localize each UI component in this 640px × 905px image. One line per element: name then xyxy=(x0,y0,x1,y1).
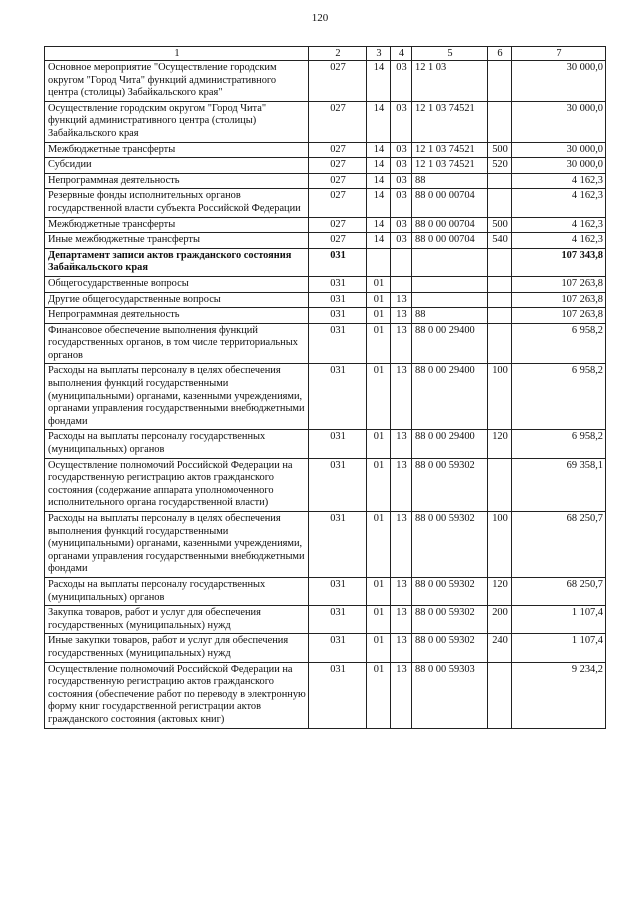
amount: 30 000,0 xyxy=(512,142,606,158)
row-name: Резервные фонды исполнительных органов государственной власти субъекта Российской Федерации xyxy=(45,189,309,217)
subsection-code: 13 xyxy=(391,308,412,324)
section-code: 01 xyxy=(367,634,391,662)
section-code: 01 xyxy=(367,323,391,364)
section-code: 14 xyxy=(367,142,391,158)
grbs-code: 027 xyxy=(309,173,367,189)
subsection-code: 13 xyxy=(391,323,412,364)
amount: 30 000,0 xyxy=(512,101,606,142)
subsection-code: 13 xyxy=(391,662,412,728)
section-code: 01 xyxy=(367,458,391,511)
table-row xyxy=(45,248,606,276)
section-code: 01 xyxy=(367,662,391,728)
amount: 4 162,3 xyxy=(512,217,606,233)
row-name: Расходы на выплаты персоналу государственных (муниципальных) органов xyxy=(45,430,309,458)
amount: 30 000,0 xyxy=(512,158,606,174)
target-article-code: 88 0 00 59302 xyxy=(412,577,488,605)
target-article-code xyxy=(412,248,488,276)
subsection-code: 13 xyxy=(391,577,412,605)
amount: 9 234,2 xyxy=(512,662,606,728)
expense-type-code xyxy=(488,173,512,189)
table-row xyxy=(45,142,606,158)
table-row xyxy=(45,458,606,511)
grbs-code: 031 xyxy=(309,308,367,324)
row-name: Осуществление полномочий Российской Федерации на государственную регистрацию актов гражданского состояния (содержание аппарата уполномоченного исполнительного органа государственной власти) xyxy=(45,458,309,511)
subsection-code: 03 xyxy=(391,217,412,233)
header-cell: 6 xyxy=(488,47,512,61)
target-article-code: 88 0 00 59302 xyxy=(412,512,488,578)
section-code: 14 xyxy=(367,217,391,233)
table-row xyxy=(45,158,606,174)
table-row xyxy=(45,662,606,728)
table-row xyxy=(45,577,606,605)
grbs-code: 031 xyxy=(309,248,367,276)
section-code: 14 xyxy=(367,233,391,249)
expense-type-code: 240 xyxy=(488,634,512,662)
table-row xyxy=(45,292,606,308)
row-name: Общегосударственные вопросы xyxy=(45,276,309,292)
subsection-code: 03 xyxy=(391,173,412,189)
subsection-code: 13 xyxy=(391,458,412,511)
subsection-code: 03 xyxy=(391,189,412,217)
section-code xyxy=(367,248,391,276)
grbs-code: 031 xyxy=(309,292,367,308)
row-name: Расходы на выплаты персоналу в целях обеспечения выполнения функций государственными (муниципальными) органами, казенными учреждениями, органами управления государственными внебюджетными фондами xyxy=(45,512,309,578)
subsection-code: 03 xyxy=(391,158,412,174)
section-code: 01 xyxy=(367,292,391,308)
target-article-code: 88 xyxy=(412,173,488,189)
table-row xyxy=(45,430,606,458)
amount: 68 250,7 xyxy=(512,512,606,578)
expense-type-code xyxy=(488,662,512,728)
subsection-code: 13 xyxy=(391,364,412,430)
target-article-code: 88 0 00 59302 xyxy=(412,634,488,662)
expense-type-code: 120 xyxy=(488,430,512,458)
target-article-code: 12 1 03 74521 xyxy=(412,158,488,174)
row-name: Субсидии xyxy=(45,158,309,174)
section-code: 14 xyxy=(367,61,391,102)
expense-type-code: 100 xyxy=(488,364,512,430)
header-cell: 5 xyxy=(412,47,488,61)
target-article-code: 12 1 03 xyxy=(412,61,488,102)
subsection-code: 03 xyxy=(391,233,412,249)
expense-type-code: 500 xyxy=(488,217,512,233)
amount: 68 250,7 xyxy=(512,577,606,605)
grbs-code: 031 xyxy=(309,512,367,578)
amount: 1 107,4 xyxy=(512,634,606,662)
subsection-code: 03 xyxy=(391,61,412,102)
expense-type-code: 500 xyxy=(488,142,512,158)
table-row xyxy=(45,606,606,634)
row-name: Другие общегосударственные вопросы xyxy=(45,292,309,308)
expense-type-code xyxy=(488,292,512,308)
section-code: 01 xyxy=(367,364,391,430)
amount: 107 263,8 xyxy=(512,276,606,292)
section-code: 01 xyxy=(367,308,391,324)
grbs-code: 027 xyxy=(309,233,367,249)
section-code: 01 xyxy=(367,606,391,634)
row-name: Расходы на выплаты персоналу государственных (муниципальных) органов xyxy=(45,577,309,605)
target-article-code: 88 0 00 00704 xyxy=(412,217,488,233)
target-article-code: 88 0 00 29400 xyxy=(412,364,488,430)
amount: 6 958,2 xyxy=(512,430,606,458)
expense-type-code: 200 xyxy=(488,606,512,634)
row-name: Иные межбюджетные трансферты xyxy=(45,233,309,249)
target-article-code: 12 1 03 74521 xyxy=(412,142,488,158)
amount: 4 162,3 xyxy=(512,173,606,189)
header-cell: 1 xyxy=(45,47,309,61)
amount: 6 958,2 xyxy=(512,364,606,430)
section-code: 14 xyxy=(367,189,391,217)
grbs-code: 031 xyxy=(309,577,367,605)
header-cell: 3 xyxy=(367,47,391,61)
amount: 6 958,2 xyxy=(512,323,606,364)
table-row xyxy=(45,323,606,364)
target-article-code: 88 0 00 00704 xyxy=(412,189,488,217)
row-name: Межбюджетные трансферты xyxy=(45,142,309,158)
header-cell: 2 xyxy=(309,47,367,61)
grbs-code: 027 xyxy=(309,61,367,102)
target-article-code: 88 0 00 29400 xyxy=(412,430,488,458)
expense-type-code xyxy=(488,276,512,292)
expense-type-code: 120 xyxy=(488,577,512,605)
grbs-code: 031 xyxy=(309,606,367,634)
grbs-code: 031 xyxy=(309,364,367,430)
amount: 30 000,0 xyxy=(512,61,606,102)
expense-type-code: 540 xyxy=(488,233,512,249)
row-name: Непрограммная деятельность xyxy=(45,173,309,189)
target-article-code xyxy=(412,292,488,308)
amount: 4 162,3 xyxy=(512,233,606,249)
amount: 4 162,3 xyxy=(512,189,606,217)
target-article-code: 88 0 00 59302 xyxy=(412,606,488,634)
amount: 1 107,4 xyxy=(512,606,606,634)
target-article-code: 88 0 00 59303 xyxy=(412,662,488,728)
table-row xyxy=(45,61,606,102)
table-row xyxy=(45,634,606,662)
row-name: Осуществление городским округом "Город Чита" функций административного центра (столицы) Забайкальского края xyxy=(45,101,309,142)
row-name: Основное мероприятие "Осуществление городским округом "Город Чита" функций административного центра (столицы) Забайкальского края" xyxy=(45,61,309,102)
subsection-code xyxy=(391,276,412,292)
amount: 107 263,8 xyxy=(512,292,606,308)
expense-type-code: 520 xyxy=(488,158,512,174)
row-name: Осуществление полномочий Российской Федерации на государственную регистрацию актов гражданского состояния (обеспечение работ по переводу в электронную форму книг государственной регистрации актов гражданского состояния (актовых книг) xyxy=(45,662,309,728)
table-row xyxy=(45,308,606,324)
section-code: 01 xyxy=(367,430,391,458)
subsection-code: 13 xyxy=(391,606,412,634)
subsection-code: 03 xyxy=(391,101,412,142)
expense-type-code xyxy=(488,101,512,142)
grbs-code: 031 xyxy=(309,276,367,292)
row-name: Финансовое обеспечение выполнения функций государственных органов, в том числе территориальных органов xyxy=(45,323,309,364)
target-article-code: 88 xyxy=(412,308,488,324)
target-article-code: 12 1 03 74521 xyxy=(412,101,488,142)
section-code: 01 xyxy=(367,276,391,292)
subsection-code: 03 xyxy=(391,142,412,158)
grbs-code: 031 xyxy=(309,430,367,458)
expense-type-code xyxy=(488,458,512,511)
grbs-code: 027 xyxy=(309,142,367,158)
target-article-code: 88 0 00 29400 xyxy=(412,323,488,364)
subsection-code: 13 xyxy=(391,512,412,578)
row-name: Иные закупки товаров, работ и услуг для обеспечения государственных (муниципальных) нужд xyxy=(45,634,309,662)
subsection-code: 13 xyxy=(391,292,412,308)
subsection-code: 13 xyxy=(391,634,412,662)
table-row xyxy=(45,173,606,189)
grbs-code: 027 xyxy=(309,158,367,174)
header-row xyxy=(45,47,606,61)
target-article-code xyxy=(412,276,488,292)
table-row xyxy=(45,233,606,249)
subsection-code xyxy=(391,248,412,276)
row-name: Межбюджетные трансферты xyxy=(45,217,309,233)
grbs-code: 031 xyxy=(309,323,367,364)
amount: 107 263,8 xyxy=(512,308,606,324)
header-cell: 7 xyxy=(512,47,606,61)
table-row xyxy=(45,217,606,233)
target-article-code: 88 0 00 00704 xyxy=(412,233,488,249)
table-row xyxy=(45,101,606,142)
table-row xyxy=(45,512,606,578)
section-code: 01 xyxy=(367,512,391,578)
row-name: Расходы на выплаты персоналу в целях обеспечения выполнения функций государственными (муниципальными) органами, казенными учреждениями, органами управления государственными внебюджетными фондами xyxy=(45,364,309,430)
table-row xyxy=(45,364,606,430)
target-article-code: 88 0 00 59302 xyxy=(412,458,488,511)
section-code: 14 xyxy=(367,173,391,189)
row-name: Закупка товаров, работ и услуг для обеспечения государственных (муниципальных) нужд xyxy=(45,606,309,634)
table-row xyxy=(45,276,606,292)
expense-type-code: 100 xyxy=(488,512,512,578)
section-code: 14 xyxy=(367,158,391,174)
grbs-code: 031 xyxy=(309,458,367,511)
section-code: 01 xyxy=(367,577,391,605)
grbs-code: 031 xyxy=(309,634,367,662)
page-number: 120 xyxy=(311,12,329,24)
expense-type-code xyxy=(488,248,512,276)
budget-table xyxy=(44,46,606,729)
grbs-code: 027 xyxy=(309,217,367,233)
grbs-code: 031 xyxy=(309,662,367,728)
expense-type-code xyxy=(488,308,512,324)
amount: 69 358,1 xyxy=(512,458,606,511)
row-name: Непрограммная деятельность xyxy=(45,308,309,324)
grbs-code: 027 xyxy=(309,189,367,217)
subsection-code: 13 xyxy=(391,430,412,458)
amount: 107 343,8 xyxy=(512,248,606,276)
table-row xyxy=(45,189,606,217)
section-code: 14 xyxy=(367,101,391,142)
row-name: Департамент записи актов гражданского состояния Забайкальского края xyxy=(45,248,309,276)
expense-type-code xyxy=(488,61,512,102)
expense-type-code xyxy=(488,323,512,364)
grbs-code: 027 xyxy=(309,101,367,142)
header-cell: 4 xyxy=(391,47,412,61)
expense-type-code xyxy=(488,189,512,217)
